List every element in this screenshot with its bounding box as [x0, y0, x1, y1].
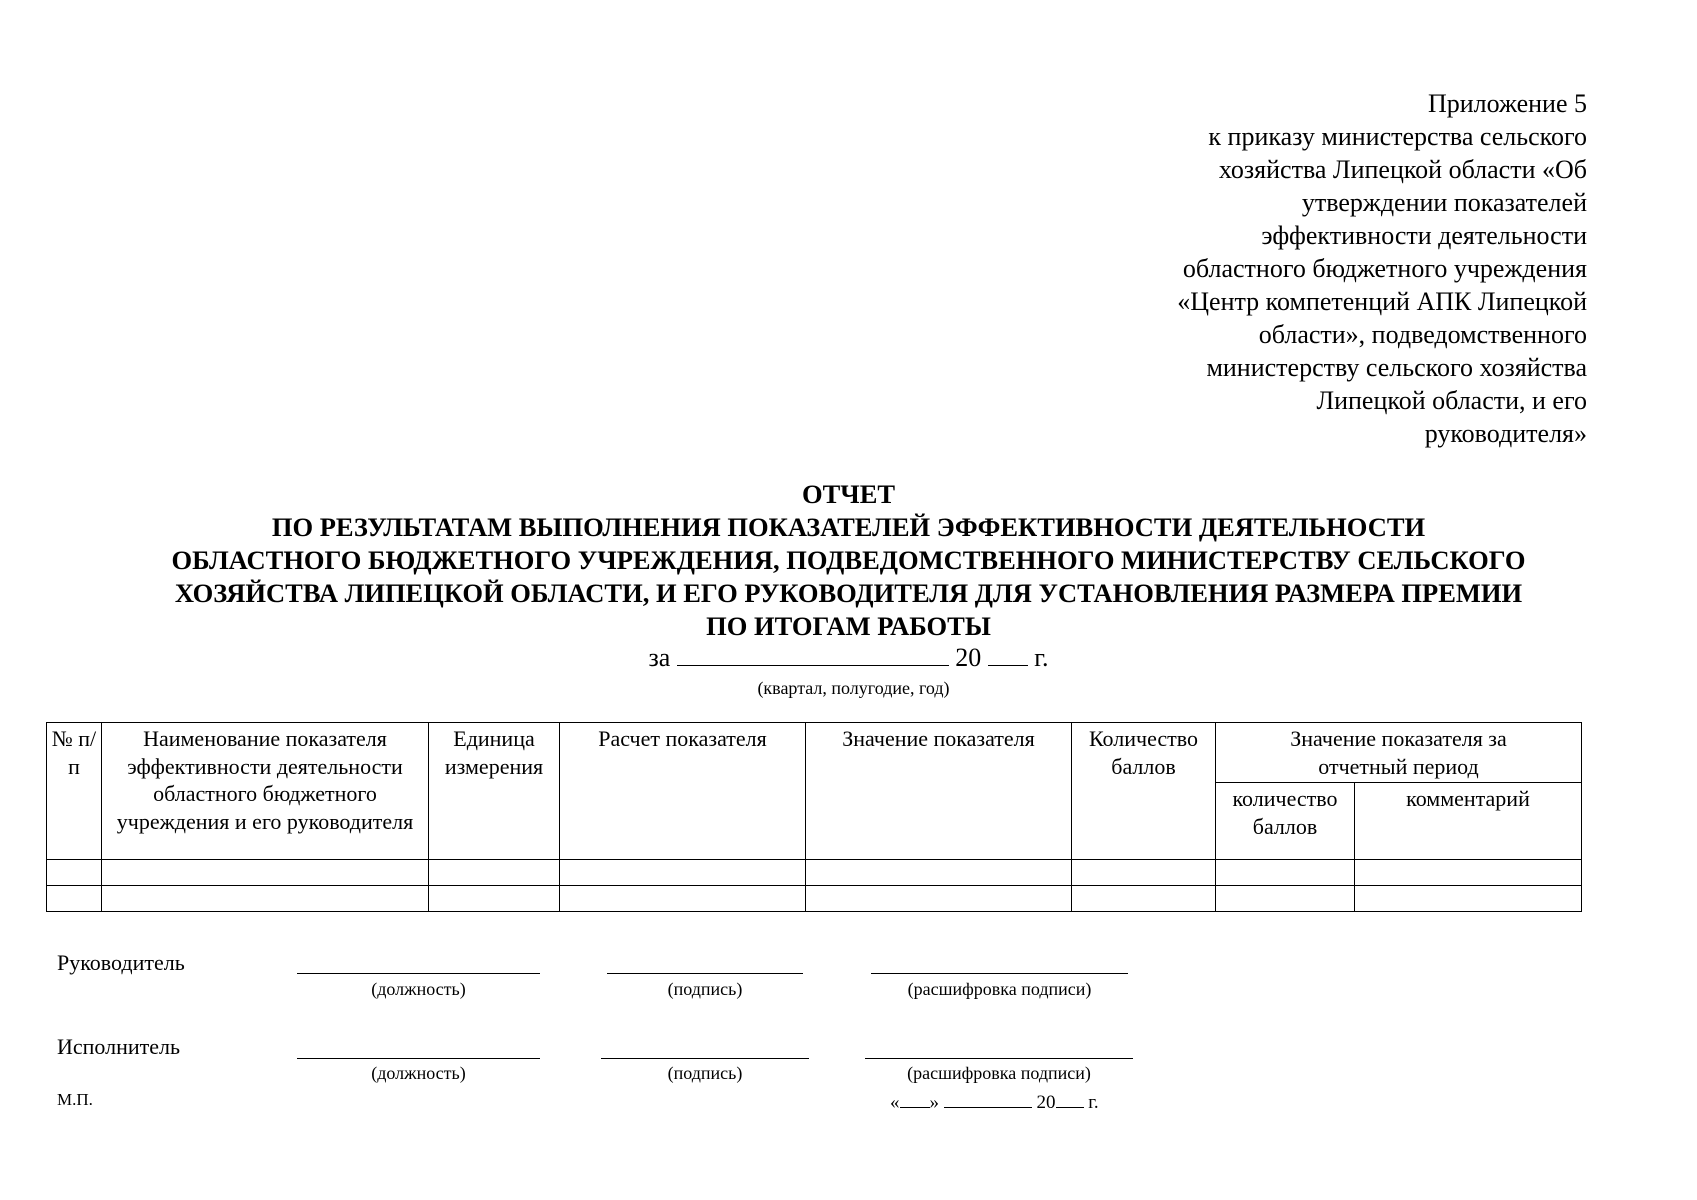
period-year-blank[interactable] — [988, 643, 1028, 666]
appendix-line: эффективности деятельности — [1261, 221, 1587, 250]
table-cell[interactable] — [560, 886, 806, 912]
appendix-line: Липецкой области, и его — [1316, 386, 1587, 415]
table-cell[interactable] — [429, 860, 560, 886]
title-line: ПО ИТОГАМ РАБОТЫ — [706, 611, 991, 641]
head-signature-hint: (подпись) — [667, 979, 743, 999]
date-month-blank[interactable] — [944, 1090, 1032, 1108]
header-period-points: количество баллов — [1216, 783, 1355, 860]
header-period-group: Значение показателя за отчетный период — [1216, 723, 1582, 783]
table-cell[interactable] — [806, 886, 1072, 912]
appendix-line: хозяйства Липецкой области «Об — [1218, 155, 1587, 184]
period-hint: (квартал, полугодие, год) — [757, 678, 950, 698]
title-line: ОБЛАСТНОГО БЮДЖЕТНОГО УЧРЕЖДЕНИЯ, ПОДВЕДОМСТВЕННОГО МИНИСТЕРСТВУ СЕЛЬСКОГО — [171, 545, 1526, 575]
appendix-line: утверждении показателей — [1301, 188, 1587, 217]
header-period-comment: комментарий — [1355, 783, 1582, 860]
title-line: ХОЗЯЙСТВА ЛИПЕЦКОЙ ОБЛАСТИ, И ЕГО РУКОВОДИТЕЛЯ ДЛЯ УСТАНОВЛЕНИЯ РАЗМЕРА ПРЕМИИ — [174, 578, 1523, 608]
table-row — [47, 886, 1582, 912]
period-prefix: за — [648, 643, 671, 672]
date-line — [890, 1090, 1099, 1114]
appendix-line: «Центр компетенций АПК Липецкой — [1177, 287, 1587, 316]
header-calc: Расчет показателя — [560, 723, 806, 860]
table-cell[interactable] — [47, 860, 102, 886]
head-decode-hint: (расшифровка подписи) — [907, 979, 1092, 999]
table-cell[interactable] — [1216, 860, 1355, 886]
table-cell[interactable] — [1355, 886, 1582, 912]
table-cell[interactable] — [429, 886, 560, 912]
appendix-line: области», подведомственного — [1258, 320, 1587, 349]
header-points: Количество баллов — [1072, 723, 1216, 860]
executor-decode-line[interactable] — [865, 1058, 1133, 1059]
table-cell[interactable] — [102, 886, 429, 912]
head-label: Руководитель — [57, 950, 185, 975]
date-suffix: г. — [1088, 1092, 1099, 1113]
executor-position-line[interactable] — [297, 1058, 540, 1059]
table-cell[interactable] — [1072, 860, 1216, 886]
executor-signature-line[interactable] — [601, 1058, 809, 1059]
table-cell[interactable] — [1216, 886, 1355, 912]
table-cell[interactable] — [806, 860, 1072, 886]
period-blank[interactable] — [677, 643, 949, 666]
date-year-prefix: 20 — [1036, 1092, 1056, 1113]
executor-decode-hint: (расшифровка подписи) — [907, 1063, 1091, 1083]
appendix-line: Приложение 5 — [1427, 89, 1587, 118]
table-cell[interactable] — [560, 860, 806, 886]
appendix-line: областного бюджетного учреждения — [1182, 254, 1587, 283]
appendix-line: руководителя» — [1424, 419, 1587, 448]
report-table — [46, 722, 1582, 912]
title-line: ПО РЕЗУЛЬТАТАМ ВЫПОЛНЕНИЯ ПОКАЗАТЕЛЕЙ ЭФФЕКТИВНОСТИ ДЕЯТЕЛЬНОСТИ — [271, 512, 1426, 542]
appendix-line: министерству сельского хозяйства — [1206, 353, 1587, 382]
date-open-quote: « — [890, 1092, 900, 1113]
table-cell[interactable] — [47, 886, 102, 912]
appendix-line: к приказу министерства сельского — [1208, 122, 1587, 151]
period-line — [0, 643, 1697, 673]
report-title — [0, 478, 1697, 643]
period-suffix: г. — [1034, 643, 1049, 672]
header-name: Наименование показателя эффективности деятельности областного бюджетного учреждения и его руководителя — [102, 723, 429, 860]
stamp-label: М.П. — [57, 1090, 93, 1109]
header-value: Значение показателя — [806, 723, 1072, 860]
header-num: № п/п — [47, 723, 102, 860]
title-line: ОТЧЕТ — [801, 479, 896, 509]
head-position-line[interactable] — [297, 973, 540, 974]
date-day-blank[interactable] — [900, 1090, 930, 1108]
appendix-block — [1067, 87, 1587, 450]
table-cell[interactable] — [1072, 886, 1216, 912]
table-cell[interactable] — [102, 860, 429, 886]
date-close-quote: » — [929, 1092, 939, 1113]
date-year-blank[interactable] — [1056, 1090, 1084, 1108]
table-cell[interactable] — [1355, 860, 1582, 886]
executor-label: Исполнитель — [57, 1034, 181, 1059]
head-signature-line[interactable] — [607, 973, 803, 974]
executor-signature-hint: (подпись) — [667, 1063, 743, 1083]
period-year-prefix: 20 — [955, 643, 982, 672]
executor-position-hint: (должность) — [371, 1063, 466, 1083]
head-decode-line[interactable] — [871, 973, 1128, 974]
head-position-hint: (должность) — [371, 979, 466, 999]
header-unit: Единица измерения — [429, 723, 560, 860]
table-row — [47, 860, 1582, 886]
table-header-row — [47, 723, 1582, 783]
